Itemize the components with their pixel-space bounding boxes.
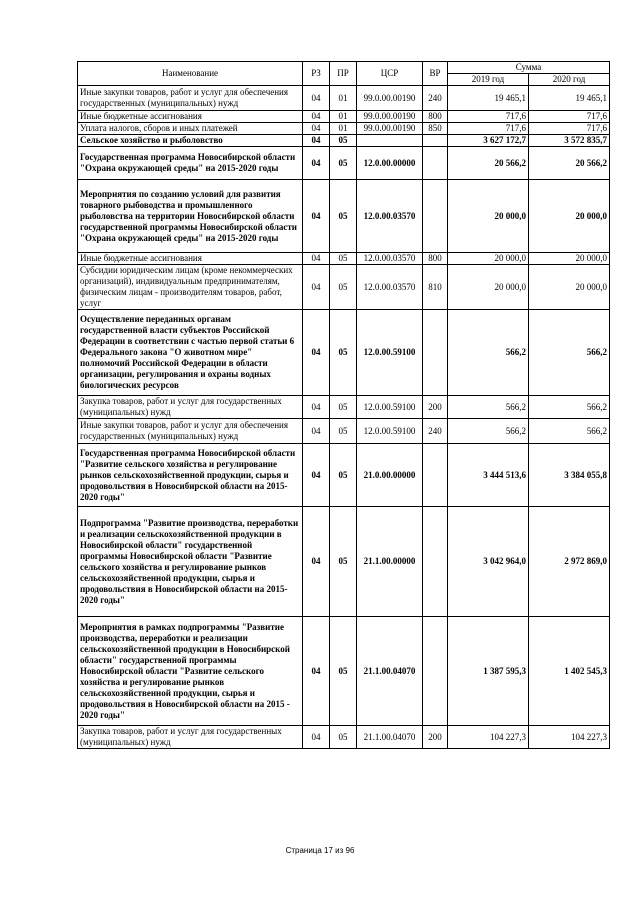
table-row: [78, 726, 610, 749]
row-rz-cell: 04: [303, 396, 330, 419]
row-2020-value: 19 465,1: [529, 86, 610, 111]
header-sum: Сумма: [448, 62, 610, 74]
row-vr-cell: [423, 147, 448, 180]
row-csr-cell: 12.0.00.03570: [357, 253, 423, 265]
row-2020-value: 104 227,3: [529, 726, 610, 749]
row-pr-cell: 05: [330, 507, 357, 617]
table-row: [78, 147, 610, 180]
row-2020-value: 3 572 835,7: [529, 135, 610, 147]
row-name-cell: Государственная программа Новосибирской области "Охрана окружающей среды" на 2015-2020 годы: [78, 147, 303, 180]
row-2020-value: 717,6: [529, 111, 610, 123]
row-2019-value: 104 227,3: [448, 726, 529, 749]
row-pr-cell: 05: [330, 147, 357, 180]
row-2019-value: 717,6: [448, 111, 529, 123]
row-csr-cell: 99.0.00.00190: [357, 86, 423, 111]
table-row: [78, 617, 610, 726]
row-2020-value: 20 000,0: [529, 180, 610, 253]
row-2020-value: 1 402 545,3: [529, 617, 610, 726]
row-vr-cell: 240: [423, 86, 448, 111]
table-row: [78, 135, 610, 147]
page-number: Страница 17 из 96: [285, 846, 355, 855]
table-row: [78, 507, 610, 617]
row-vr-cell: 800: [423, 253, 448, 265]
row-name-cell: Закупка товаров, работ и услуг для государственных (муниципальных) нужд: [78, 396, 303, 419]
row-csr-cell: [357, 135, 423, 147]
row-pr-cell: 05: [330, 444, 357, 507]
row-2020-value: 566,2: [529, 419, 610, 444]
row-2020-value: 3 384 055,8: [529, 444, 610, 507]
row-rz-cell: 04: [303, 180, 330, 253]
row-vr-cell: 240: [423, 419, 448, 444]
row-2019-value: 20 000,0: [448, 253, 529, 265]
row-pr-cell: 05: [330, 726, 357, 749]
row-rz-cell: 04: [303, 265, 330, 310]
row-name-cell: Иные закупки товаров, работ и услуг для обеспечения государственных (муниципальных) нужд: [78, 86, 303, 111]
table-row: [78, 444, 610, 507]
row-name-cell: Осуществление переданных органам государственной власти субъектов Российской Федерации в соответствии с частью первой статьи 6 Федерального закона "О животном мире" полномочий Российской Федерации в области организации, регулирования и охраны водных биологических ресурсов: [78, 310, 303, 396]
row-vr-cell: [423, 310, 448, 396]
row-name-cell: Закупка товаров, работ и услуг для государственных (муниципальных) нужд: [78, 726, 303, 749]
table-row: [78, 111, 610, 123]
row-rz-cell: 04: [303, 419, 330, 444]
row-2020-value: 20 000,0: [529, 265, 610, 310]
row-rz-cell: 04: [303, 135, 330, 147]
row-name-cell: Иные бюджетные ассигнования: [78, 253, 303, 265]
budget-table: [77, 61, 610, 749]
header-rz: РЗ: [303, 62, 330, 86]
row-rz-cell: 04: [303, 726, 330, 749]
row-2019-value: 19 465,1: [448, 86, 529, 111]
row-pr-cell: 05: [330, 253, 357, 265]
row-name-cell: Государственная программа Новосибирской области "Развитие сельского хозяйства и регулирование рынков сельскохозяйственной продукции, сырья и продовольствия в Новосибирской области на 2015-2020 годы": [78, 444, 303, 507]
table-row: [78, 180, 610, 253]
table-row: [78, 396, 610, 419]
row-csr-cell: 21.1.00.00000: [357, 507, 423, 617]
row-2020-value: 717,6: [529, 123, 610, 135]
row-pr-cell: 05: [330, 135, 357, 147]
row-vr-cell: 850: [423, 123, 448, 135]
row-2019-value: 566,2: [448, 419, 529, 444]
row-csr-cell: 12.0.00.00000: [357, 147, 423, 180]
row-rz-cell: 04: [303, 617, 330, 726]
table-body: [78, 86, 610, 749]
row-pr-cell: 01: [330, 123, 357, 135]
row-vr-cell: 800: [423, 111, 448, 123]
row-pr-cell: 05: [330, 419, 357, 444]
row-2020-value: 566,2: [529, 396, 610, 419]
row-rz-cell: 04: [303, 86, 330, 111]
row-rz-cell: 04: [303, 253, 330, 265]
row-2019-value: 717,6: [448, 123, 529, 135]
row-pr-cell: 05: [330, 617, 357, 726]
header-name: Наименование: [78, 62, 303, 86]
row-vr-cell: 810: [423, 265, 448, 310]
row-rz-cell: 04: [303, 147, 330, 180]
row-name-cell: Сельское хозяйство и рыболовство: [78, 135, 303, 147]
row-2019-value: 3 627 172,7: [448, 135, 529, 147]
row-csr-cell: 21.1.00.04070: [357, 726, 423, 749]
row-csr-cell: 99.0.00.00190: [357, 123, 423, 135]
row-name-cell: Подпрограмма "Развитие производства, переработки и реализации сельскохозяйственной продукции в Новосибирской области" государственной программы Новосибирской области "Развитие сельского хозяйства и регулирование рынков сельскохозяйственной продукции, сырья и продовольствия в Новосибирской области на 2015-2020 годы": [78, 507, 303, 617]
table-row: [78, 419, 610, 444]
row-name-cell: Мероприятия в рамках подпрограммы "Развитие производства, переработки и реализации сельскохозяйственной продукции в Новосибирской области" государственной программы Новосибирской области "Развитие сельского хозяйства и регулирование рынков сельскохозяйственной продукции, сырья и продовольствия в Новосибирской области на 2015 - 2020 годы": [78, 617, 303, 726]
row-vr-cell: [423, 135, 448, 147]
row-rz-cell: 04: [303, 310, 330, 396]
row-rz-cell: 04: [303, 444, 330, 507]
row-csr-cell: 12.0.00.59100: [357, 310, 423, 396]
row-vr-cell: 200: [423, 726, 448, 749]
row-name-cell: Иные закупки товаров, работ и услуг для обеспечения государственных (муниципальных) нужд: [78, 419, 303, 444]
row-rz-cell: 04: [303, 123, 330, 135]
row-2019-value: 3 042 964,0: [448, 507, 529, 617]
row-2019-value: 20 000,0: [448, 265, 529, 310]
row-pr-cell: 01: [330, 111, 357, 123]
row-rz-cell: 04: [303, 507, 330, 617]
row-pr-cell: 05: [330, 396, 357, 419]
row-vr-cell: [423, 507, 448, 617]
row-2020-value: 20 000,0: [529, 253, 610, 265]
row-vr-cell: 200: [423, 396, 448, 419]
row-2019-value: 20 000,0: [448, 180, 529, 253]
row-vr-cell: [423, 444, 448, 507]
row-csr-cell: 99.0.00.00190: [357, 111, 423, 123]
row-pr-cell: 05: [330, 265, 357, 310]
table-row: [78, 310, 610, 396]
row-2019-value: 566,2: [448, 310, 529, 396]
row-csr-cell: 12.0.00.59100: [357, 396, 423, 419]
row-rz-cell: 04: [303, 111, 330, 123]
table-row: [78, 253, 610, 265]
row-name-cell: Уплата налогов, сборов и иных платежей: [78, 123, 303, 135]
row-csr-cell: 12.0.00.03570: [357, 180, 423, 253]
row-2020-value: 20 566,2: [529, 147, 610, 180]
header-year-2020: 2020 год: [529, 74, 610, 86]
header-vr: ВР: [423, 62, 448, 86]
header-year-2019: 2019 год: [448, 74, 529, 86]
row-2019-value: 566,2: [448, 396, 529, 419]
row-csr-cell: 21.1.00.04070: [357, 617, 423, 726]
row-pr-cell: 01: [330, 86, 357, 111]
row-2019-value: 1 387 595,3: [448, 617, 529, 726]
row-vr-cell: [423, 617, 448, 726]
row-2019-value: 20 566,2: [448, 147, 529, 180]
row-vr-cell: [423, 180, 448, 253]
table-row: [78, 265, 610, 310]
row-csr-cell: 21.0.00.00000: [357, 444, 423, 507]
row-name-cell: Иные бюджетные ассигнования: [78, 111, 303, 123]
row-pr-cell: 05: [330, 180, 357, 253]
row-csr-cell: 12.0.00.03570: [357, 265, 423, 310]
row-2020-value: 566,2: [529, 310, 610, 396]
row-csr-cell: 12.0.00.59100: [357, 419, 423, 444]
row-2019-value: 3 444 513,6: [448, 444, 529, 507]
table-row: [78, 86, 610, 111]
row-2020-value: 2 972 869,0: [529, 507, 610, 617]
row-name-cell: Мероприятия по созданию условий для развития товарного рыбоводства и промышленного рыболовства на территории Новосибирской области государственной программы Новосибирской области "Охрана окружающей среды" на 2015-2020 годы: [78, 180, 303, 253]
header-pr: ПР: [330, 62, 357, 86]
row-pr-cell: 05: [330, 310, 357, 396]
header-csr: ЦСР: [357, 62, 423, 86]
row-name-cell: Субсидии юридическим лицам (кроме некоммерческих организаций), индивидуальным предпринимателям, физическим лицам - производителям товаров, работ, услуг: [78, 265, 303, 310]
table-row: [78, 123, 610, 135]
